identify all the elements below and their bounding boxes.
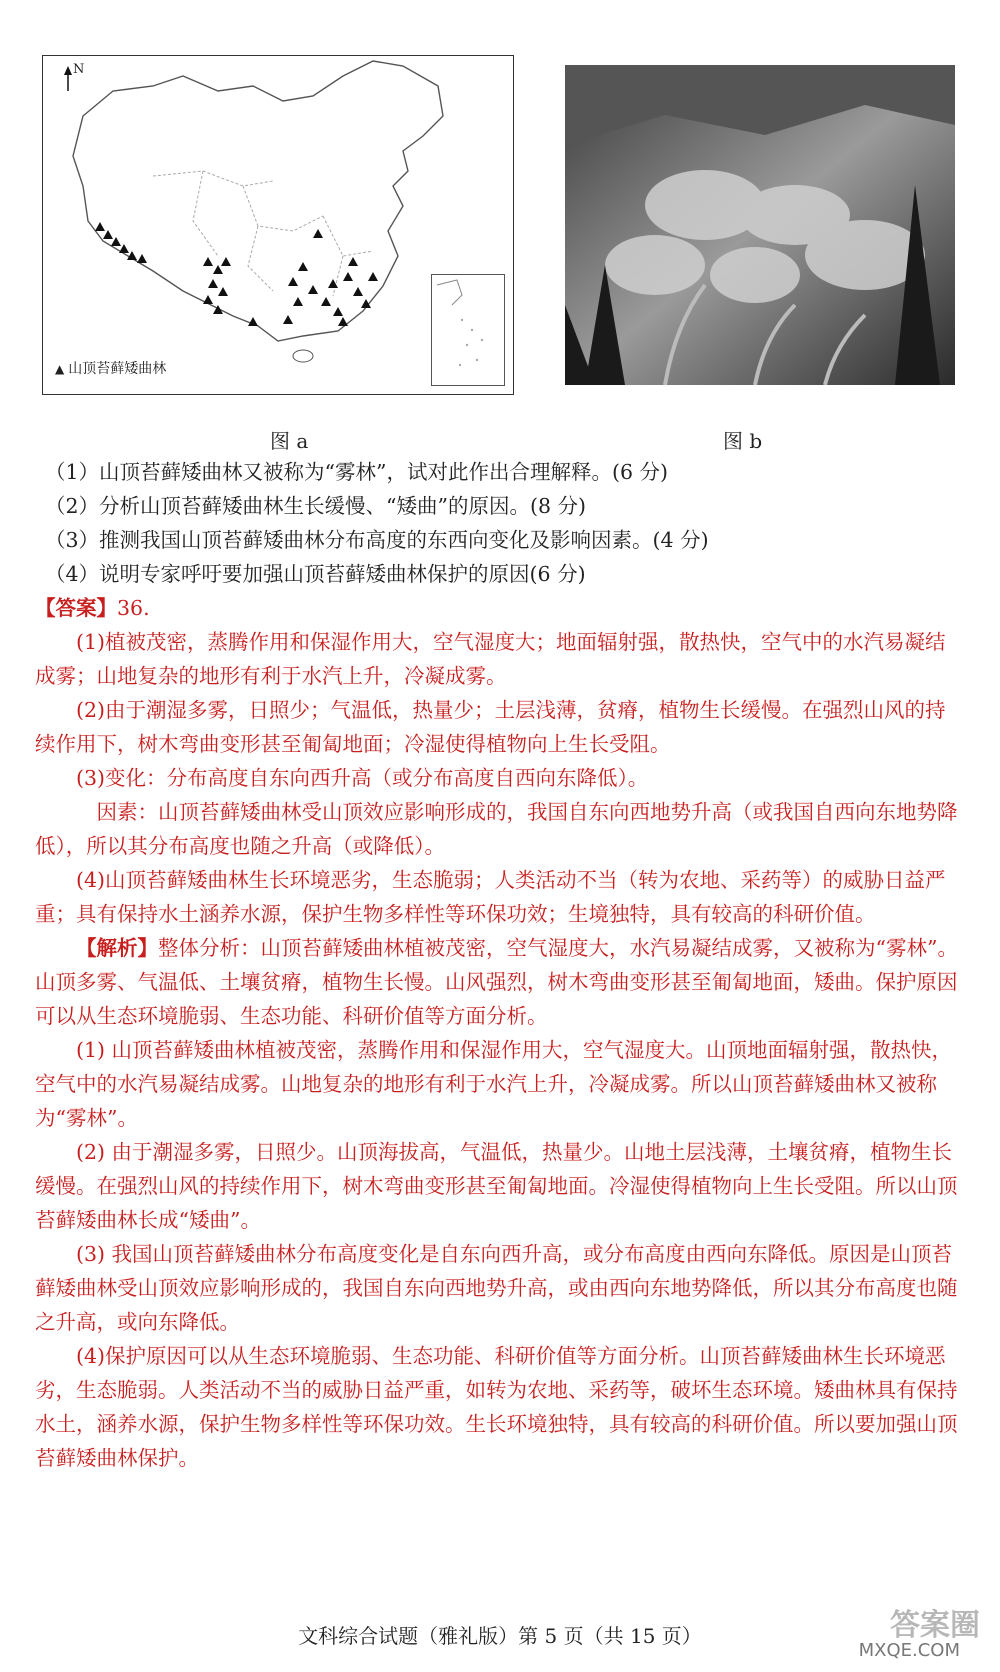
question-content bbox=[35, 455, 965, 1475]
answer-2: (2)由于潮湿多雾，日照少；气温低，热量少；土层浅薄，贫瘠，植物生长缓慢。在强烈山风的持续作用下，树木弯曲变形甚至匍匐地面；冷湿使得植物向上生长受阻。 bbox=[35, 698, 946, 756]
south-china-sea-inset bbox=[431, 274, 505, 386]
triangle-icon: ▲ bbox=[55, 362, 65, 376]
page-footer: 文科综合试题（雅礼版）第 5 页（共 15 页） bbox=[298, 1624, 702, 1648]
analysis-overview bbox=[35, 931, 965, 1033]
analysis-3: (3) 我国山顶苔藓矮曲林分布高度变化是自东向西升高，或分布高度由西向东降低。原因是山顶苔藓矮曲林受山顶效应影响形成的，我国自东向西地势升高，或由西向东地势降低，所以其分布高度也随之升高，或向东降低。 bbox=[35, 1242, 958, 1334]
answer-heading bbox=[35, 591, 965, 625]
answer-number: 36. bbox=[117, 596, 150, 620]
answer-tag: 【答案】 bbox=[35, 596, 117, 620]
answer-4: (4)山顶苔藓矮曲林生长环境恶劣，生态脆弱；人类活动不当（转为农地、采药等）的威胁日益严重；具有保持水土涵养水源，保护生物多样性等环保功效；生境独特，具有较高的科研价值。 bbox=[35, 868, 946, 926]
legend-label: 山顶苔藓矮曲林 bbox=[68, 361, 167, 377]
watermark-logo: 答案圈 bbox=[890, 1608, 980, 1643]
analysis-overview-text: 整体分析：山顶苔藓矮曲林植被茂密，空气湿度大，水汽易凝结成雾，又被称为“雾林”。山顶多雾、气温低、土壤贫瘠，植物生长慢。山风强烈，树木弯曲变形甚至匍匐地面，矮曲。保护原因可以从生态环境脆弱、生态功能、科研价值等方面分析。 bbox=[35, 936, 958, 1028]
north-label: N bbox=[73, 62, 85, 77]
analysis-2: (2) 由于潮湿多雾，日照少。山顶海拔高，气温低，热量少。山地土层浅薄，土壤贫瘠，植物生长缓慢。在强烈山风的持续作用下，树木弯曲变形甚至匍匐地面。冷湿使得植物向上生长受阻。所以山顶苔藓矮曲林长成“矮曲”。 bbox=[35, 1140, 958, 1232]
question-3: （3）推测我国山顶苔藓矮曲林分布高度的东西向变化及影响因素。(4 分) bbox=[45, 528, 709, 552]
analysis-tag: 【解析】 bbox=[76, 936, 158, 960]
question-1: （1）山顶苔藓矮曲林又被称为“雾林”，试对此作出合理解释。(6 分) bbox=[45, 460, 669, 484]
forest-photo-image bbox=[565, 65, 955, 385]
caption-figure-b: 图 b bbox=[723, 429, 763, 453]
caption-figure-a: 图 a bbox=[270, 429, 309, 453]
answer-3-factor: 因素：山顶苔藓矮曲林受山顶效应影响形成的，我国自东向西地势升高（或我国自西向东地势降低），所以其分布高度也随之升高（或降低）。 bbox=[35, 800, 958, 858]
question-2: （2）分析山顶苔藓矮曲林生长缓慢、“矮曲”的原因。(8 分) bbox=[45, 494, 587, 518]
forest-photo bbox=[565, 65, 955, 385]
analysis-1: (1) 山顶苔藓矮曲林植被茂密，蒸腾作用和保湿作用大，空气湿度大。山顶地面辐射强，散热快，空气中的水汽易凝结成雾。山地复杂的地形有利于水汽上升，冷凝成雾。所以山顶苔藓矮曲林又被称为“雾林”。 bbox=[35, 1038, 953, 1130]
forest-markers bbox=[95, 222, 378, 326]
figures bbox=[0, 0, 1000, 460]
answer-1: (1)植被茂密，蒸腾作用和保湿作用大，空气湿度大；地面辐射强，散热快，空气中的水汽易凝结成雾；山地复杂的地形有利于水汽上升，冷凝成雾。 bbox=[35, 630, 946, 688]
map-legend bbox=[55, 358, 166, 378]
china-map-figure bbox=[42, 55, 514, 395]
question-4: （4）说明专家呼吁要加强山顶苔藓矮曲林保护的原因(6 分) bbox=[45, 562, 586, 586]
answer-3: (3)变化：分布高度自东向西升高（或分布高度自西向东降低）。 bbox=[76, 766, 649, 790]
inset-outline bbox=[432, 275, 504, 385]
analysis-4: (4)保护原因可以从生态环境脆弱、生态功能、科研价值等方面分析。山顶苔藓矮曲林生长环境恶劣，生态脆弱。人类活动不当的威胁日益严重，如转为农地、采药等，破坏生态环境。矮曲林具有保持水土，涵养水源，保护生物多样性等环保功效。生长环境独特，具有较高的科研价值。所以要加强山顶苔藓矮曲林保护。 bbox=[35, 1344, 958, 1470]
watermark-url: MXQE.COM bbox=[858, 1640, 960, 1661]
